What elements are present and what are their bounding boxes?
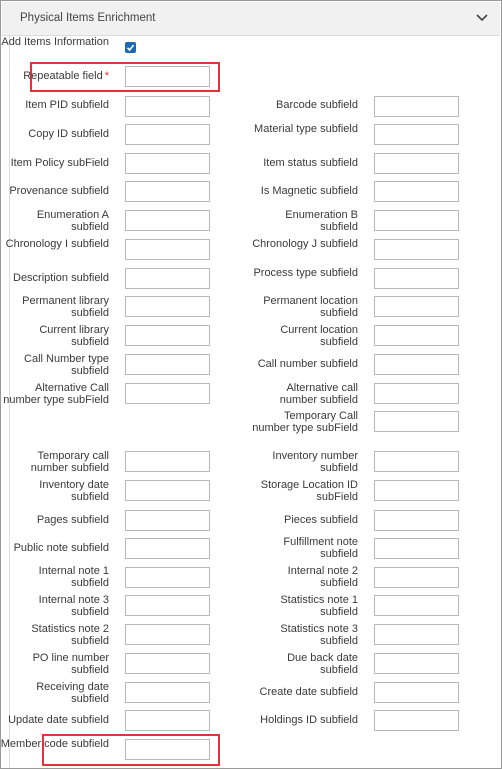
member-code-input[interactable]	[125, 739, 210, 760]
current-library-label: Current library subfield	[39, 324, 109, 348]
statistics-note-3-label: Statistics note 3 subfield	[280, 623, 358, 647]
add-items-information-checkbox[interactable]	[125, 42, 136, 53]
repeatable-field-input[interactable]	[125, 66, 210, 87]
is-magnetic-label: Is Magnetic subfield	[260, 185, 358, 197]
call-number-label: Call number subfield	[257, 358, 358, 370]
pieces-input[interactable]	[374, 510, 459, 531]
enumeration-a-label: Enumeration A subfield	[36, 209, 109, 233]
internal-note-1-input[interactable]	[125, 567, 210, 588]
enumeration-a-input[interactable]	[125, 210, 210, 231]
internal-note-1-label: Internal note 1 subfield	[38, 565, 109, 589]
repeatable-field-label: Repeatable field *	[23, 70, 109, 82]
fulfillment-note-label: Fulfillment note subfield	[283, 536, 358, 560]
pieces-label: Pieces subfield	[284, 514, 358, 526]
pages-label: Pages subfield	[36, 514, 109, 526]
holdings-id-input[interactable]	[374, 710, 459, 731]
due-back-date-input[interactable]	[374, 653, 459, 674]
permanent-location-input[interactable]	[374, 296, 459, 317]
statistics-note-3-input[interactable]	[374, 624, 459, 645]
call-number-type-input[interactable]	[125, 354, 210, 375]
alternative-call-number-type-input[interactable]	[125, 383, 210, 404]
item-status-label: Item status subfield	[263, 157, 358, 169]
provenance-input[interactable]	[125, 181, 210, 202]
due-back-date-label: Due back date subfield	[287, 652, 358, 676]
create-date-input[interactable]	[374, 682, 459, 703]
material-type-input[interactable]	[374, 124, 459, 145]
storage-location-id-input[interactable]	[374, 480, 459, 501]
chronology-j-label: Chronology J subfield	[252, 238, 358, 250]
temporary-call-number-type-input[interactable]	[374, 411, 459, 432]
inventory-date-label: Inventory date subfield	[39, 479, 109, 503]
item-policy-input[interactable]	[125, 153, 210, 174]
inventory-date-input[interactable]	[125, 480, 210, 501]
public-note-input[interactable]	[125, 538, 210, 559]
temporary-call-number-type-label: Temporary Call number type subField	[252, 410, 358, 434]
holdings-id-label: Holdings ID subfield	[260, 714, 358, 726]
storage-location-id-label: Storage Location ID subField	[260, 479, 358, 503]
alternative-call-number-input[interactable]	[374, 383, 459, 404]
receiving-date-input[interactable]	[125, 682, 210, 703]
enumeration-b-input[interactable]	[374, 210, 459, 231]
chronology-j-input[interactable]	[374, 239, 459, 260]
item-status-input[interactable]	[374, 153, 459, 174]
temporary-call-number-input[interactable]	[125, 451, 210, 472]
statistics-note-2-input[interactable]	[125, 624, 210, 645]
current-location-input[interactable]	[374, 325, 459, 346]
statistics-note-2-label: Statistics note 2 subfield	[31, 623, 109, 647]
po-line-number-label: PO line number subfield	[32, 652, 109, 676]
internal-note-3-input[interactable]	[125, 595, 210, 616]
is-magnetic-input[interactable]	[374, 181, 459, 202]
fulfillment-note-input[interactable]	[374, 538, 459, 559]
material-type-label: Material type subfield	[254, 123, 358, 135]
section-header[interactable]	[2, 2, 500, 36]
inventory-number-label: Inventory number subfield	[272, 450, 358, 474]
update-date-input[interactable]	[125, 710, 210, 731]
call-number-input[interactable]	[374, 354, 459, 375]
enumeration-b-label: Enumeration B subfield	[285, 209, 358, 233]
process-type-input[interactable]	[374, 268, 459, 289]
internal-note-3-label: Internal note 3 subfield	[38, 594, 109, 618]
item-pid-input[interactable]	[125, 96, 210, 117]
copy-id-input[interactable]	[125, 124, 210, 145]
barcode-label: Barcode subfield	[276, 99, 358, 111]
permanent-library-input[interactable]	[125, 296, 210, 317]
chronology-i-label: Chronology I subfield	[5, 238, 109, 250]
po-line-number-input[interactable]	[125, 653, 210, 674]
update-date-label: Update date subfield	[8, 714, 109, 726]
description-input[interactable]	[125, 268, 210, 289]
process-type-label: Process type subfield	[253, 267, 358, 279]
barcode-input[interactable]	[374, 96, 459, 117]
permanent-location-label: Permanent location subfield	[263, 295, 358, 319]
item-pid-label: Item PID subfield	[25, 99, 109, 111]
inventory-number-input[interactable]	[374, 451, 459, 472]
member-code-label: Member code subfield	[0, 738, 109, 750]
receiving-date-label: Receiving date subfield	[36, 681, 109, 705]
internal-note-2-input[interactable]	[374, 567, 459, 588]
alternative-call-number-type-label: Alternative Call number type subField	[3, 382, 109, 406]
statistics-note-1-label: Statistics note 1 subfield	[280, 594, 358, 618]
current-location-label: Current location subfield	[280, 324, 358, 348]
item-policy-label: Item Policy subField	[10, 157, 109, 169]
chevron-down-icon[interactable]	[476, 13, 488, 23]
create-date-label: Create date subfield	[259, 686, 358, 698]
internal-note-2-label: Internal note 2 subfield	[287, 565, 358, 589]
pages-input[interactable]	[125, 510, 210, 531]
statistics-note-1-input[interactable]	[374, 595, 459, 616]
public-note-label: Public note subfield	[13, 542, 109, 554]
temporary-call-number-label: Temporary call number subfield	[30, 450, 109, 474]
copy-id-label: Copy ID subfield	[28, 128, 109, 140]
provenance-label: Provenance subfield	[9, 185, 109, 197]
add-items-information-label: Add Items Information	[1, 36, 109, 48]
section-title: Physical Items Enrichment	[20, 12, 156, 24]
checkmark-icon	[126, 43, 135, 52]
permanent-library-label: Permanent library subfield	[22, 295, 109, 319]
alternative-call-number-label: Alternative call number subfield	[279, 382, 358, 406]
current-library-input[interactable]	[125, 325, 210, 346]
call-number-type-label: Call Number type subfield	[24, 353, 109, 377]
required-mark: *	[104, 70, 109, 82]
description-label: Description subfield	[13, 272, 109, 284]
chronology-i-input[interactable]	[125, 239, 210, 260]
